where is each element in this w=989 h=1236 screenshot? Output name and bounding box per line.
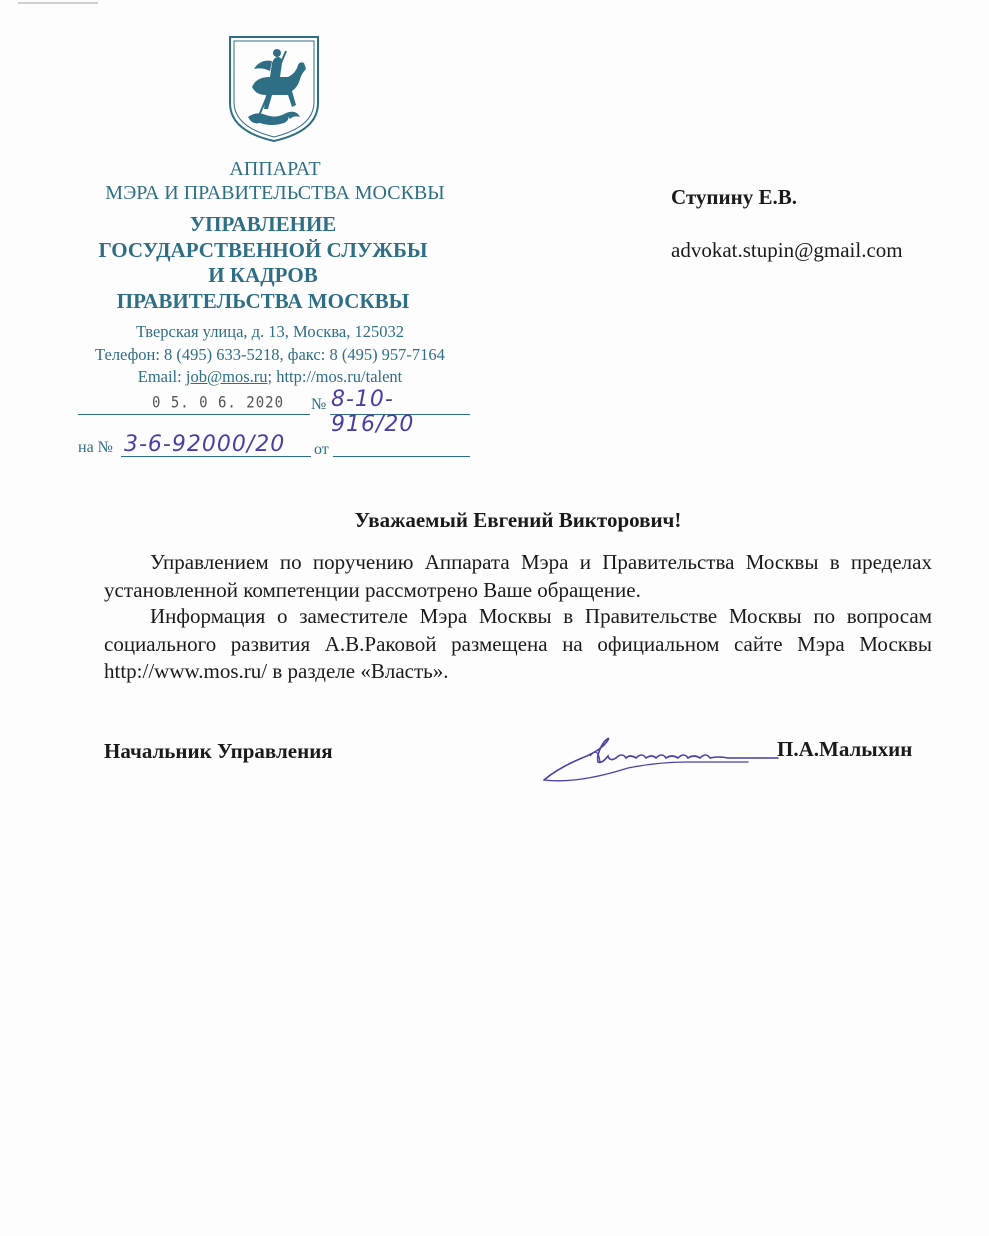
recipient-name: Ступину Е.В.: [671, 185, 797, 209]
date-underline: [78, 414, 310, 415]
email-web: [55, 366, 485, 389]
paragraph-1: Управлением по поручению Аппарата Мэра и Правительства Москвы в пределах установленной компетенции рассмотрено Ваше обращение.: [104, 550, 932, 602]
phone-fax: Телефон: 8 (495) 633-5218, факс: 8 (495) 957-7164: [95, 344, 445, 364]
signatory-name: П.А.Малыхин: [777, 737, 913, 761]
reply-label: на №: [78, 439, 113, 456]
email-link[interactable]: job@mos.ru: [185, 367, 268, 386]
dept-line-4: ПРАВИТЕЛЬСТВА МОСКВЫ: [116, 288, 410, 313]
letterhead-apparat: АППАРАТ: [229, 158, 321, 180]
handwritten-signature-icon: [538, 728, 788, 788]
from-underline: [333, 456, 470, 457]
web-link[interactable]: ; http://mos.ru/talent: [267, 367, 403, 386]
dept-line-2: ГОСУДАРСТВЕННОЙ СЛУЖБЫ: [98, 237, 428, 262]
scan-edge-mark: [18, 2, 98, 4]
salutation: Уважаемый Евгений Викторович!: [354, 508, 682, 532]
letterhead-mayor-government: МЭРА И ПРАВИТЕЛЬСТВА МОСКВЫ: [105, 182, 445, 204]
signatory-title: Начальник Управления: [104, 739, 333, 763]
email-label: Email:: [137, 367, 186, 386]
paragraph-2: Информация о заместителе Мэра Москвы в Правительстве Москвы по вопросам социального развития А.В.Раковой размещена на официальном сайте Мэра Москвы http://www.mos.ru/ в разделе «Власть».: [104, 604, 932, 683]
reply-number-handwritten: 3-6-92000/20: [124, 432, 286, 457]
date-stamp: 0 5. 0 6. 2020: [152, 393, 285, 413]
number-label: №: [311, 396, 327, 413]
number-handwritten: 8-10-916/20: [331, 387, 415, 437]
recipient-email: advokat.stupin@gmail.com: [671, 238, 903, 262]
moscow-coat-of-arms-icon: [226, 33, 322, 145]
registration-reply: [78, 432, 470, 460]
address: Тверская улица, д. 13, Москва, 125032: [136, 322, 404, 341]
registration-date-number: [78, 387, 470, 437]
letterhead-contacts: [55, 321, 485, 389]
letterhead-department: [48, 212, 478, 314]
dept-line-1: УПРАВЛЕНИЕ: [189, 212, 337, 236]
dept-line-3: И КАДРОВ: [208, 263, 318, 287]
from-label: от: [314, 441, 329, 458]
